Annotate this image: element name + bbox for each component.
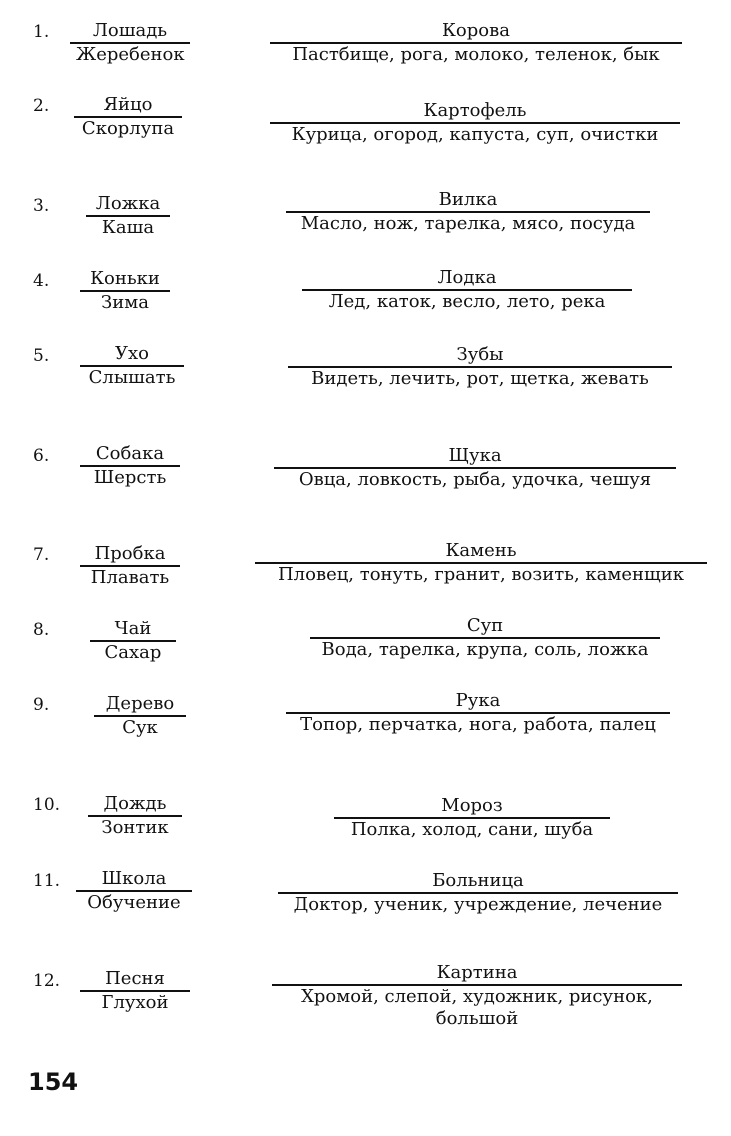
right-top-word: Картина [436, 962, 518, 983]
right-pair [274, 445, 676, 491]
left-top-word: Яйцо [103, 94, 153, 115]
item-number: 4. [33, 271, 50, 291]
answer-options: Лед, каток, весло, лето, река [328, 291, 606, 312]
left-bottom-word: Жеребенок [76, 44, 185, 65]
answer-options: Овца, ловкость, рыба, удочка, чешуя [298, 469, 652, 490]
answer-options: Топор, перчатка, нога, работа, палец [300, 714, 656, 735]
right-top-word: Рука [455, 690, 501, 711]
item-number: 5. [33, 346, 50, 366]
item-number: 1. [33, 22, 50, 42]
answer-options: Видеть, лечить, рот, щетка, жевать [311, 368, 649, 389]
item-number: 12. [33, 971, 61, 991]
left-bottom-word: Сахар [104, 642, 162, 663]
left-top-word: Песня [105, 968, 165, 989]
left-bottom-word: Зима [101, 292, 149, 313]
left-bottom-word: Обучение [87, 892, 181, 913]
answer-options: Хромой, слепой, художник, рисунок, большой [301, 986, 653, 1029]
right-pair [270, 100, 680, 146]
right-top-word: Картофель [423, 100, 527, 121]
item-number: 2. [33, 96, 50, 116]
right-top-word: Корова [442, 20, 510, 41]
left-pair [88, 793, 182, 839]
item-number: 10. [33, 795, 61, 815]
left-top-word: Пробка [94, 543, 166, 564]
left-bottom-word: Зонтик [101, 817, 169, 838]
right-top-word: Лодка [437, 267, 497, 288]
left-top-word: Дерево [105, 693, 175, 714]
right-top-word: Камень [445, 540, 517, 561]
left-top-word: Лошадь [92, 20, 168, 41]
right-pair [278, 870, 678, 916]
left-bottom-word: Слышать [88, 367, 176, 388]
page-number: 154 [28, 1068, 79, 1096]
left-bottom-word: Сук [122, 717, 158, 738]
right-top-word: Мороз [441, 795, 503, 816]
right-top-word: Зубы [456, 344, 504, 365]
item-number: 6. [33, 446, 50, 466]
left-top-word: Собака [95, 443, 165, 464]
right-pair [270, 20, 682, 66]
left-pair [80, 968, 190, 1014]
left-top-word: Дождь [103, 793, 167, 814]
left-bottom-word: Каша [101, 217, 155, 238]
item-number: 8. [33, 620, 50, 640]
left-pair [86, 193, 170, 239]
left-top-word: Коньки [90, 268, 160, 289]
left-pair [90, 618, 176, 664]
right-pair [302, 267, 632, 313]
item-number: 7. [33, 545, 50, 565]
answer-options: Масло, нож, тарелка, мясо, посуда [300, 213, 636, 234]
right-pair [334, 795, 610, 841]
left-pair [80, 343, 184, 389]
left-bottom-word: Скорлупа [81, 118, 175, 139]
answer-options: Курица, огород, капуста, суп, очистки [291, 124, 659, 145]
left-top-word: Чай [114, 618, 152, 639]
answer-options: Пловец, тонуть, гранит, возить, каменщик [277, 564, 685, 585]
left-top-word: Школа [101, 868, 167, 889]
left-top-word: Ухо [115, 343, 149, 364]
item-number: 3. [33, 196, 50, 216]
right-top-word: Вилка [438, 189, 498, 210]
right-pair [286, 189, 650, 235]
right-pair [272, 962, 682, 1030]
left-bottom-word: Плавать [90, 567, 170, 588]
item-number: 11. [33, 871, 61, 891]
right-top-word: Щука [448, 445, 502, 466]
right-top-word: Суп [466, 615, 504, 636]
left-pair [94, 693, 186, 739]
left-pair [80, 443, 180, 489]
item-number: 9. [33, 695, 50, 715]
answer-options: Пастбище, рога, молоко, теленок, бык [292, 44, 660, 65]
right-pair [255, 540, 707, 586]
left-top-word: Ложка [95, 193, 161, 214]
left-pair [80, 268, 170, 314]
left-bottom-word: Глухой [101, 992, 169, 1013]
left-pair [70, 20, 190, 66]
left-pair [74, 94, 182, 140]
left-pair [80, 543, 180, 589]
right-pair [286, 690, 670, 736]
answer-options: Полка, холод, сани, шуба [350, 819, 594, 840]
right-pair [310, 615, 660, 661]
left-bottom-word: Шерсть [93, 467, 167, 488]
answer-options: Доктор, ученик, учреждение, лечение [293, 894, 663, 915]
right-pair [288, 344, 672, 390]
right-top-word: Больница [432, 870, 524, 891]
left-pair [76, 868, 192, 914]
answer-options: Вода, тарелка, крупа, соль, ложка [321, 639, 649, 660]
